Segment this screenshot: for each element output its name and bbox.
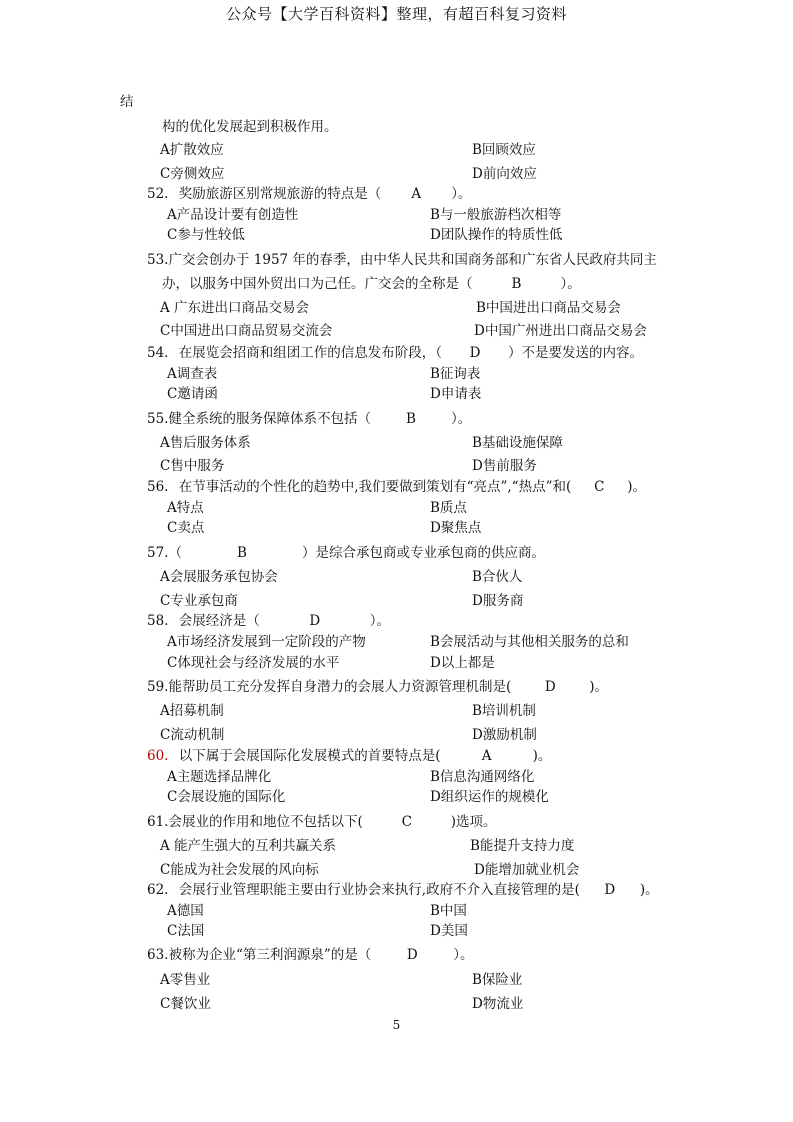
question-number: 54.: [147, 345, 169, 361]
question-text-end: ）不是要发送的内容。: [508, 345, 644, 361]
q57-option-c: C专业承包商: [160, 593, 238, 609]
question-59: [147, 675, 608, 695]
question-51-text: 构的优化发展起到积极作用。: [162, 119, 338, 135]
q56-option-a: A特点: [167, 500, 204, 516]
q54-option-c: C邀请函: [167, 386, 218, 402]
q58-option-b: B会展活动与其他相关服务的总和: [430, 634, 629, 650]
q52-option-d: D团队操作的特质性低: [430, 227, 563, 243]
answer: C: [594, 479, 605, 495]
q55-option-b: B基础设施保障: [472, 435, 563, 451]
q59-option-a: A招募机制: [160, 703, 224, 719]
q56-option-d: D聚焦点: [430, 520, 482, 536]
question-53-line1: 53.广交会创办于 1957 年的春季，由中华人民共和国商务部和广东省人民政府共同主: [147, 252, 657, 268]
q53-option-a: A 广东进出口商品交易会: [160, 300, 310, 316]
answer: D: [309, 613, 321, 629]
q55-option-a: A售后服务体系: [160, 435, 251, 451]
answer: B: [237, 545, 247, 561]
q61-option-c: C能成为社会发展的风向标: [160, 862, 319, 878]
answer: D: [604, 882, 616, 898]
question-56: [147, 475, 646, 495]
q51-option-d: D前向效应: [472, 166, 537, 182]
question-text-end: )选项。: [450, 814, 497, 830]
question-text-end: ）。: [560, 276, 581, 292]
q61-option-a: A 能产生强大的互利共赢关系: [160, 838, 337, 854]
q61-option-b: B能提升支持力度: [470, 838, 575, 854]
answer: D: [469, 345, 481, 361]
question-text: 在节事活动的个性化的趋势中,我们要做到策划有“亮点”,“热点”和(: [178, 479, 572, 495]
question-text: 55.健全系统的服务保障体系不包括（: [147, 411, 371, 427]
q61-option-d: D能增加就业机会: [474, 862, 580, 878]
q60-option-b: B信息沟通网络化: [430, 769, 535, 785]
question-text-end: ）。: [450, 411, 472, 427]
question-text: 奖励旅游区别常规旅游的特点是（: [178, 186, 382, 202]
q56-option-b: B质点: [430, 500, 467, 516]
q59-option-b: B培训机制: [472, 703, 536, 719]
question-text: 会展经济是（: [178, 613, 260, 629]
question-text: 57.（: [147, 545, 182, 561]
q52-option-a: A产品设计要有创造性: [167, 207, 299, 223]
answer: D: [406, 947, 418, 963]
q62-option-d: D美国: [430, 923, 468, 939]
q57-option-d: D服务商: [472, 593, 524, 609]
question-number: 56.: [147, 479, 169, 495]
q60-option-d: D组织运作的规模化: [430, 789, 549, 805]
question-58: [147, 609, 390, 629]
question-text: 以下属于会展国际化发展模式的首要特点是(: [178, 748, 441, 764]
q62-option-c: C法国: [167, 923, 205, 939]
question-text: 63.被称为企业“第三利润源泉”的是（: [147, 947, 372, 963]
answer: C: [401, 814, 412, 830]
q53-option-d: D中国广州进出口商品交易会: [474, 323, 647, 339]
q53-option-b: B中国进出口商品交易会: [476, 300, 621, 316]
q55-option-c: C售中服务: [160, 458, 225, 474]
q54-option-b: B征询表: [430, 366, 481, 382]
question-number: 58.: [147, 613, 169, 629]
q58-option-d: D以上都是: [430, 655, 495, 671]
question-text: 61.会展业的作用和地位不包括以下(: [147, 814, 363, 830]
question-57: [147, 541, 545, 561]
q59-option-d: D激励机制: [472, 727, 537, 743]
q60-option-a: A主题选择品牌化: [167, 769, 272, 785]
q62-option-b: B中国: [430, 903, 467, 919]
q55-option-d: D售前服务: [472, 458, 537, 474]
q63-option-b: B保险业: [472, 972, 523, 988]
question-text-end: ）。: [369, 613, 391, 629]
q52-option-b: B与一般旅游档次相等: [430, 207, 562, 223]
q51-option-b: B回顾效应: [472, 142, 536, 158]
q60-option-c: C会展设施的国际化: [167, 789, 286, 805]
fragment-text: 结: [120, 94, 134, 110]
q62-option-a: A德国: [167, 903, 204, 919]
answer: B: [406, 411, 416, 427]
q57-option-a: A会展服务承包协会: [160, 569, 278, 585]
question-text-end: )。: [639, 882, 659, 898]
q63-option-c: C餐饮业: [160, 996, 211, 1012]
answer: A: [481, 748, 492, 764]
question-60: [147, 744, 551, 764]
answer: D: [544, 679, 556, 695]
q59-option-c: C流动机制: [160, 727, 225, 743]
q54-option-a: A调查表: [167, 366, 218, 382]
q51-option-c: C旁侧效应: [160, 166, 225, 182]
question-text-end: ）。: [453, 947, 474, 963]
q54-option-d: D申请表: [430, 386, 482, 402]
q58-option-a: A市场经济发展到一定阶段的产物: [167, 634, 366, 650]
q63-option-d: D物流业: [472, 996, 524, 1012]
question-61: [147, 810, 497, 830]
q51-option-a: A扩散效应: [160, 142, 224, 158]
question-54: [147, 341, 643, 361]
question-52: [147, 182, 472, 202]
question-text-end: ）。: [451, 186, 472, 202]
question-text-end: ）是综合承包商或专业承包商的供应商。: [301, 545, 545, 561]
q57-option-b: B合伙人: [472, 569, 523, 585]
answer: A: [411, 186, 422, 202]
q53-option-c: C中国进出口商品贸易交流会: [160, 323, 333, 339]
answer: B: [511, 276, 522, 292]
question-55: [147, 407, 471, 427]
page-header: 公众号【大学百科资料】整理，有超百科复习资料: [225, 5, 567, 23]
question-62: [147, 878, 659, 898]
question-text-end: )。: [532, 748, 552, 764]
question-text: 在展览会招商和组团工作的信息发布阶段，（: [178, 345, 443, 361]
q63-option-a: A零售业: [160, 972, 211, 988]
question-text: 59.能帮助员工充分发挥自身潜力的会展人力资源管理机制是(: [147, 679, 512, 695]
q58-option-c: C体现社会与经济发展的水平: [167, 655, 340, 671]
question-number: 60.: [147, 748, 169, 764]
question-number: 52.: [147, 186, 169, 202]
question-text: 办，以服务中国外贸出口为己任。广交会的全称是（: [162, 276, 473, 292]
question-text: 会展行业管理职能主要由行业协会来执行,政府不介入直接管理的是(: [178, 882, 580, 898]
q52-option-c: C参与性较低: [167, 227, 245, 243]
page-number: 5: [392, 1018, 401, 1032]
question-63: [147, 943, 474, 963]
question-text-end: )。: [589, 679, 609, 695]
q56-option-c: C卖点: [167, 520, 205, 536]
question-53-line2: [162, 272, 581, 292]
question-text-end: )。: [627, 479, 647, 495]
question-number: 62.: [147, 882, 169, 898]
